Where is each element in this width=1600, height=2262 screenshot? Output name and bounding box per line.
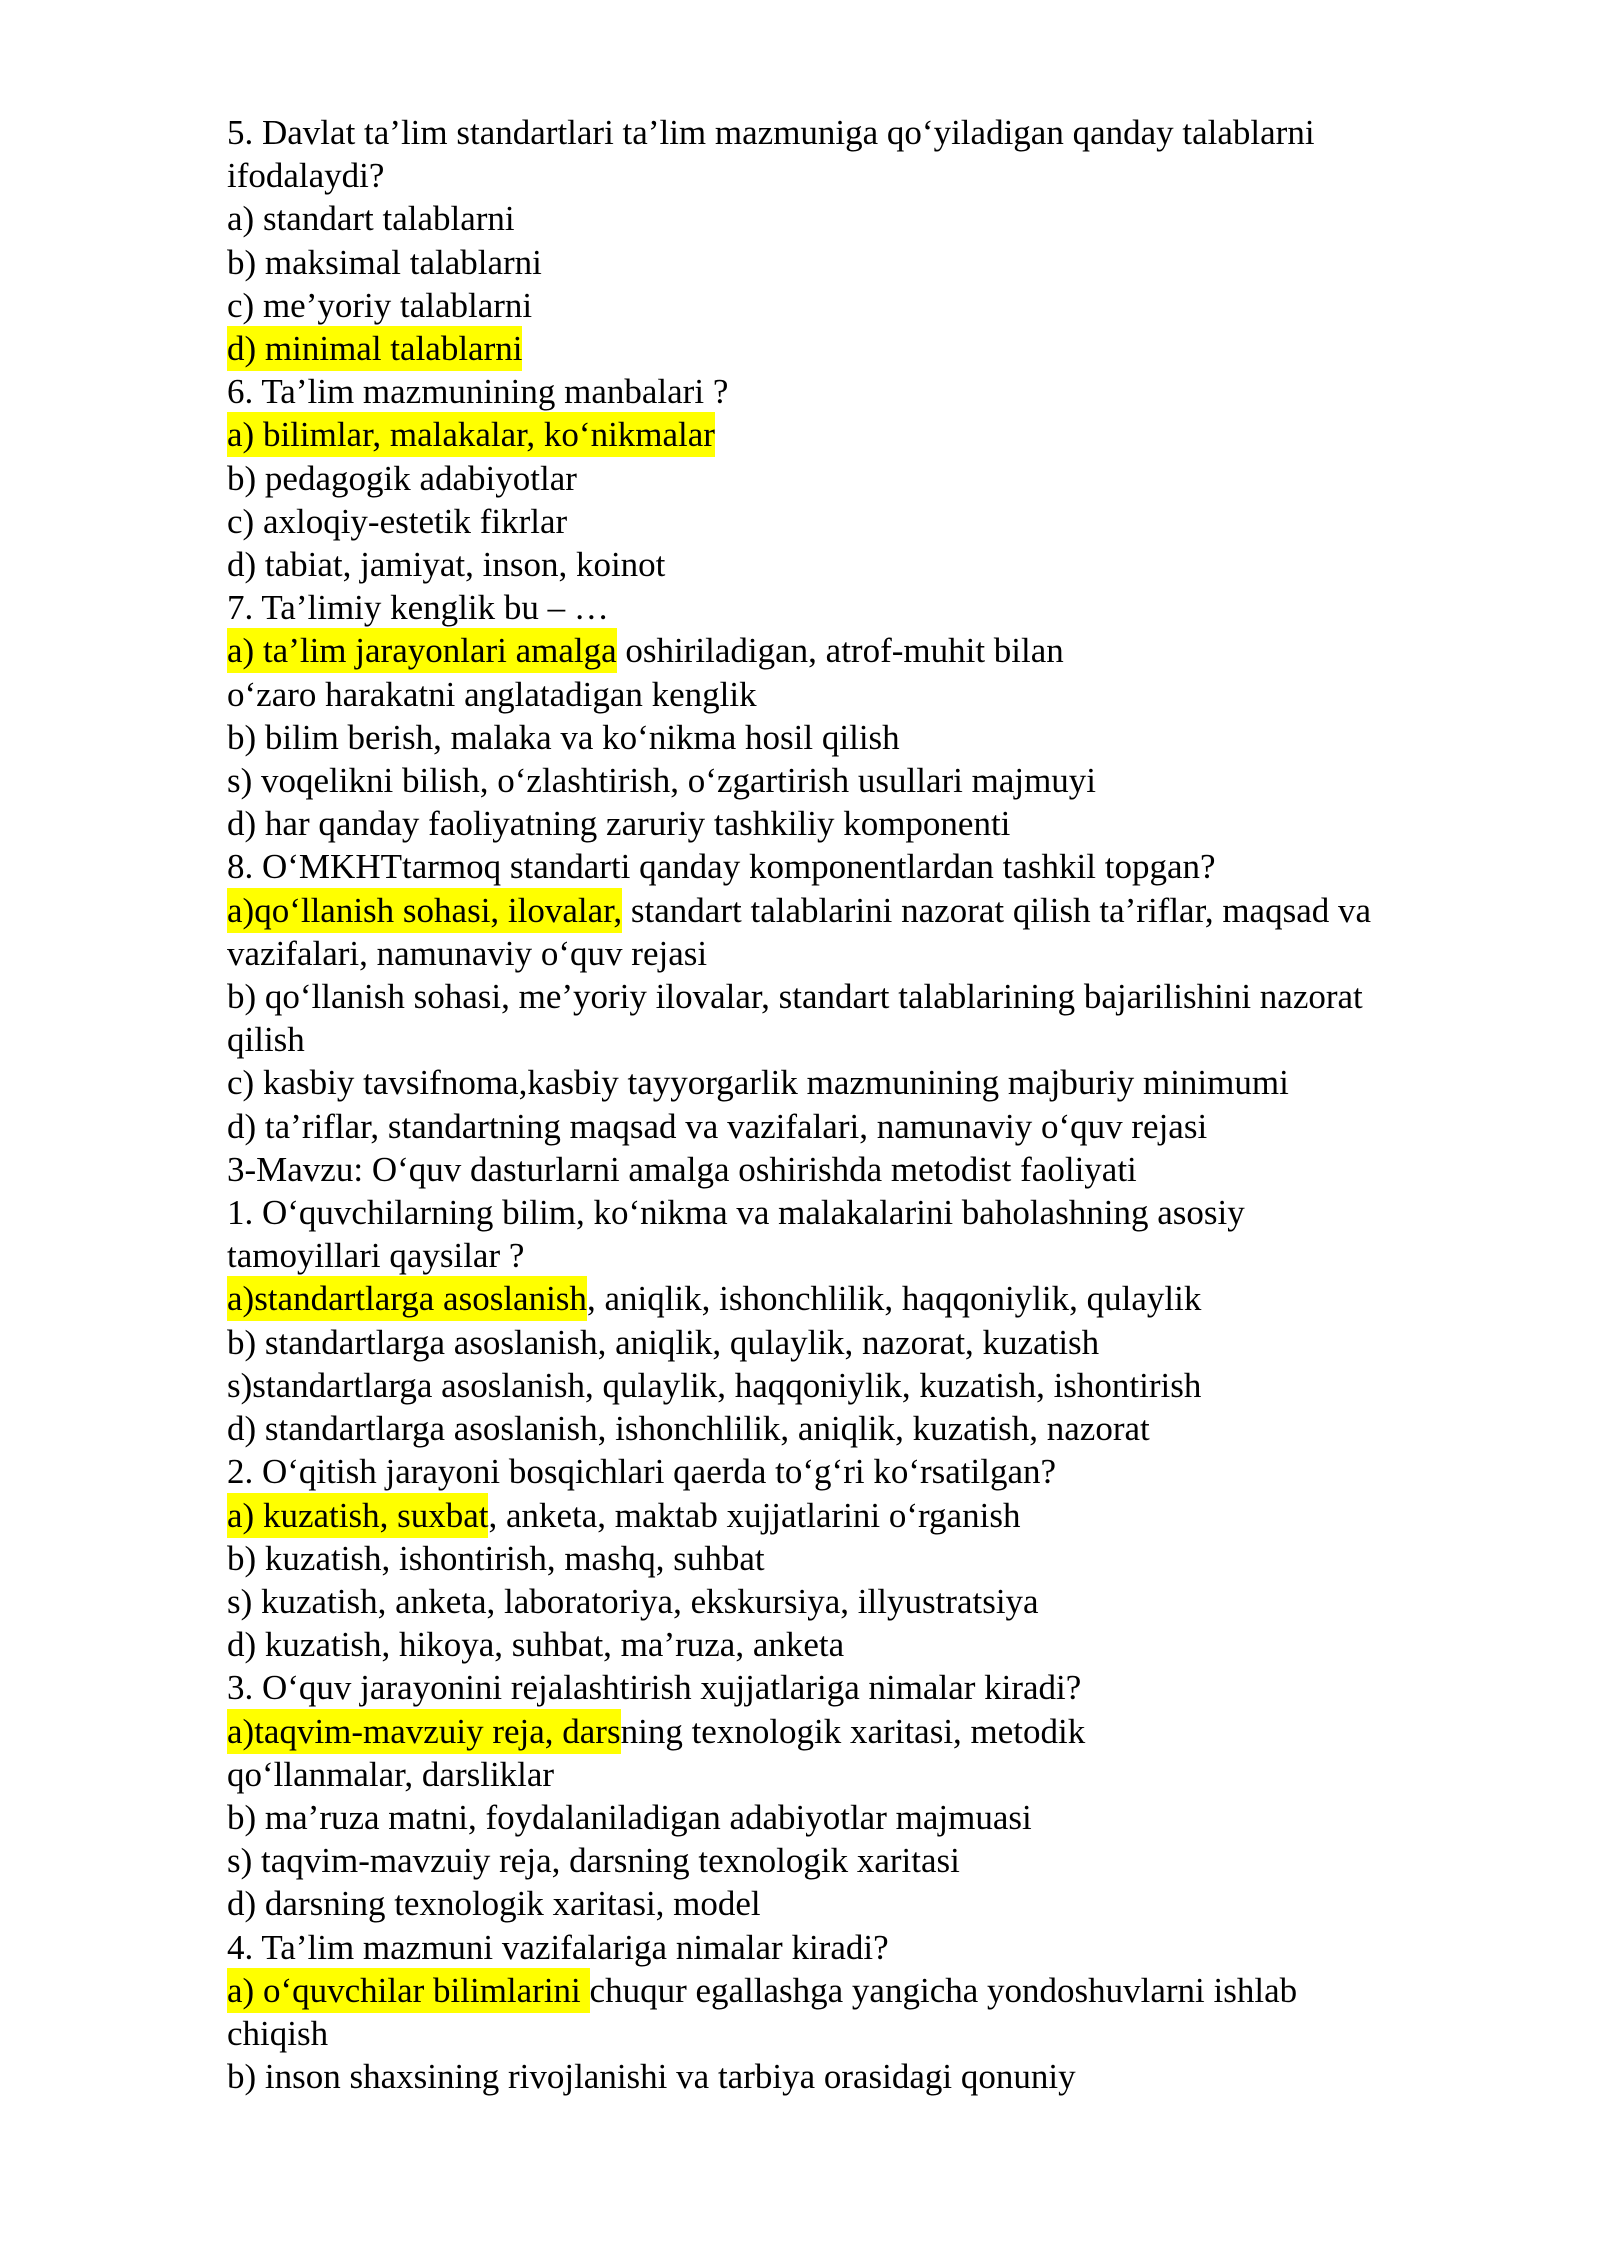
- text-segment: b) qo‘llanish sohasi, me’yoriy ilovalar, standart talablarining bajarilishini nazorat: [227, 977, 1363, 1017]
- text-line: [227, 1148, 1527, 1191]
- text-line: [227, 1796, 1527, 1839]
- text-line: [227, 1537, 1527, 1580]
- text-line: [227, 1450, 1527, 1493]
- text-line: [227, 889, 1527, 932]
- highlighted-text: a) bilimlar, malakalar, ko‘nikmalar: [227, 412, 715, 457]
- document-body: [227, 111, 1527, 2098]
- text-line: [227, 716, 1527, 759]
- text-segment: chuqur egallashga yangicha yondoshuvlarni ishlab: [589, 1970, 1298, 2010]
- text-line: [227, 2055, 1527, 2098]
- text-segment: c) kasbiy tavsifnoma,kasbiy tayyorgarlik mazmunining majburiy minimumi: [227, 1063, 1289, 1103]
- text-line: [227, 673, 1527, 716]
- text-segment: 4. Ta’lim mazmuni vazifalariga nimalar kiradi?: [227, 1927, 889, 1967]
- text-line: [227, 111, 1527, 154]
- text-segment: s)standartlarga asoslanish, qulaylik, haqqoniylik, kuzatish, ishontirish: [227, 1365, 1202, 1405]
- text-segment: ning texnologik xaritasi, metodik: [620, 1711, 1086, 1751]
- text-line: [227, 1018, 1527, 1061]
- text-line: [227, 975, 1527, 1018]
- text-segment: oshiriladigan, atrof-muhit bilan: [616, 631, 1064, 671]
- text-line: [227, 629, 1527, 672]
- text-segment: b) maksimal talablarni: [227, 242, 542, 282]
- text-segment: , anketa, maktab xujjatlarini o‘rganish: [488, 1495, 1021, 1535]
- text-segment: b) ma’ruza matni, foydalaniladigan adabiyotlar majmuasi: [227, 1797, 1032, 1837]
- text-segment: s) taqvim-mavzuiy reja, darsning texnologik xaritasi: [227, 1841, 960, 1881]
- text-segment: b) standartlarga asoslanish, aniqlik, qulaylik, nazorat, kuzatish: [227, 1322, 1100, 1362]
- text-line: [227, 543, 1527, 586]
- text-line: [227, 1926, 1527, 1969]
- text-segment: chiqish: [227, 2013, 329, 2053]
- highlighted-text: a)taqvim-mavzuiy reja, dars: [227, 1709, 621, 1754]
- text-line: [227, 1234, 1527, 1277]
- text-segment: d) kuzatish, hikoya, suhbat, ma’ruza, anketa: [227, 1625, 845, 1665]
- text-line: [227, 413, 1527, 456]
- text-line: [227, 241, 1527, 284]
- text-segment: o‘zaro harakatni anglatadigan kenglik: [227, 674, 757, 714]
- text-segment: 7. Ta’limiy kenglik bu – …: [227, 588, 609, 628]
- highlighted-text: d) minimal talablarni: [227, 326, 522, 371]
- text-segment: , aniqlik, ishonchlilik, haqqoniylik, qulaylik: [586, 1279, 1202, 1319]
- text-segment: d) standartlarga asoslanish, ishonchlilik, aniqlik, kuzatish, nazorat: [227, 1409, 1150, 1449]
- text-segment: tamoyillari qaysilar ?: [227, 1236, 525, 1276]
- text-segment: 5. Davlat ta’lim standartlari ta’lim mazmuniga qo‘yiladigan qanday talablarni: [227, 113, 1315, 152]
- text-line: [227, 845, 1527, 888]
- text-segment: d) ta’riflar, standartning maqsad va vazifalari, namunaviy o‘quv rejasi: [227, 1106, 1208, 1146]
- text-segment: b) pedagogik adabiyotlar: [227, 458, 577, 498]
- highlighted-text: a)qo‘llanish sohasi, ilovalar,: [227, 888, 622, 933]
- text-line: [227, 1105, 1527, 1148]
- text-line: [227, 1494, 1527, 1537]
- text-segment: 2. O‘qitish jarayoni bosqichlari qaerda to‘g‘ri ko‘rsatilgan?: [227, 1452, 1057, 1492]
- text-line: [227, 1839, 1527, 1882]
- text-segment: ifodalaydi?: [227, 156, 385, 196]
- text-line: [227, 1753, 1527, 1796]
- text-line: [227, 457, 1527, 500]
- text-line: [227, 802, 1527, 845]
- text-segment: c) axloqiy-estetik fikrlar: [227, 501, 568, 541]
- text-line: [227, 586, 1527, 629]
- text-line: [227, 1710, 1527, 1753]
- highlighted-text: a) kuzatish, suxbat: [227, 1493, 488, 1538]
- text-line: [227, 500, 1527, 543]
- text-segment: s) kuzatish, anketa, laboratoriya, ekskursiya, illyustratsiya: [227, 1581, 1039, 1621]
- text-segment: d) har qanday faoliyatning zaruriy tashkiliy komponenti: [227, 804, 1011, 844]
- text-line: [227, 759, 1527, 802]
- text-line: [227, 197, 1527, 240]
- text-line: [227, 1580, 1527, 1623]
- text-segment: 1. O‘quvchilarning bilim, ko‘nikma va malakalarini baholashning asosiy: [227, 1193, 1245, 1233]
- text-line: [227, 1364, 1527, 1407]
- text-segment: b) bilim berish, malaka va ko‘nikma hosil qilish: [227, 717, 900, 757]
- text-line: [227, 1969, 1527, 2012]
- text-line: [227, 284, 1527, 327]
- text-line: [227, 1882, 1527, 1925]
- text-line: [227, 1061, 1527, 1104]
- highlighted-text: a) ta’lim jarayonlari amalga: [227, 628, 617, 673]
- text-line: [227, 932, 1527, 975]
- text-line: [227, 1321, 1527, 1364]
- text-segment: s) voqelikni bilish, o‘zlashtirish, o‘zgartirish usullari majmuyi: [227, 761, 1097, 801]
- highlighted-text: a)standartlarga asoslanish: [227, 1276, 587, 1321]
- text-segment: c) me’yoriy talablarni: [227, 285, 533, 325]
- text-segment: standart talablarini nazorat qilish ta’riflar, maqsad va: [622, 890, 1372, 930]
- text-line: [227, 2012, 1527, 2055]
- text-segment: qo‘llanmalar, darsliklar: [227, 1754, 555, 1794]
- text-line: [227, 1623, 1527, 1666]
- text-segment: 3. O‘quv jarayonini rejalashtirish xujjatlariga nimalar kiradi?: [227, 1668, 1082, 1708]
- text-line: [227, 327, 1527, 370]
- text-segment: b) kuzatish, ishontirish, mashq, suhbat: [227, 1538, 765, 1578]
- text-segment: 8. O‘MKHTtarmoq standarti qanday komponentlardan tashkil topgan?: [227, 847, 1216, 887]
- text-segment: vazifalari, namunaviy o‘quv rejasi: [227, 933, 708, 973]
- text-line: [227, 1191, 1527, 1234]
- text-segment: 3-Mavzu: O‘quv dasturlarni amalga oshirishda metodist faoliyati: [227, 1149, 1137, 1189]
- text-line: [227, 1407, 1527, 1450]
- text-segment: d) darsning texnologik xaritasi, model: [227, 1884, 761, 1924]
- highlighted-text: a) o‘quvchilar bilimlarini: [227, 1968, 590, 2013]
- text-segment: qilish: [227, 1020, 305, 1060]
- text-line: [227, 1666, 1527, 1709]
- text-line: [227, 370, 1527, 413]
- text-line: [227, 1277, 1527, 1320]
- text-segment: a) standart talablarni: [227, 199, 515, 239]
- text-segment: 6. Ta’lim mazmunining manbalari ?: [227, 372, 729, 412]
- text-segment: d) tabiat, jamiyat, inson, koinot: [227, 545, 666, 585]
- text-segment: b) inson shaxsining rivojlanishi va tarbiya orasidagi qonuniy: [227, 2057, 1076, 2097]
- text-line: [227, 154, 1527, 197]
